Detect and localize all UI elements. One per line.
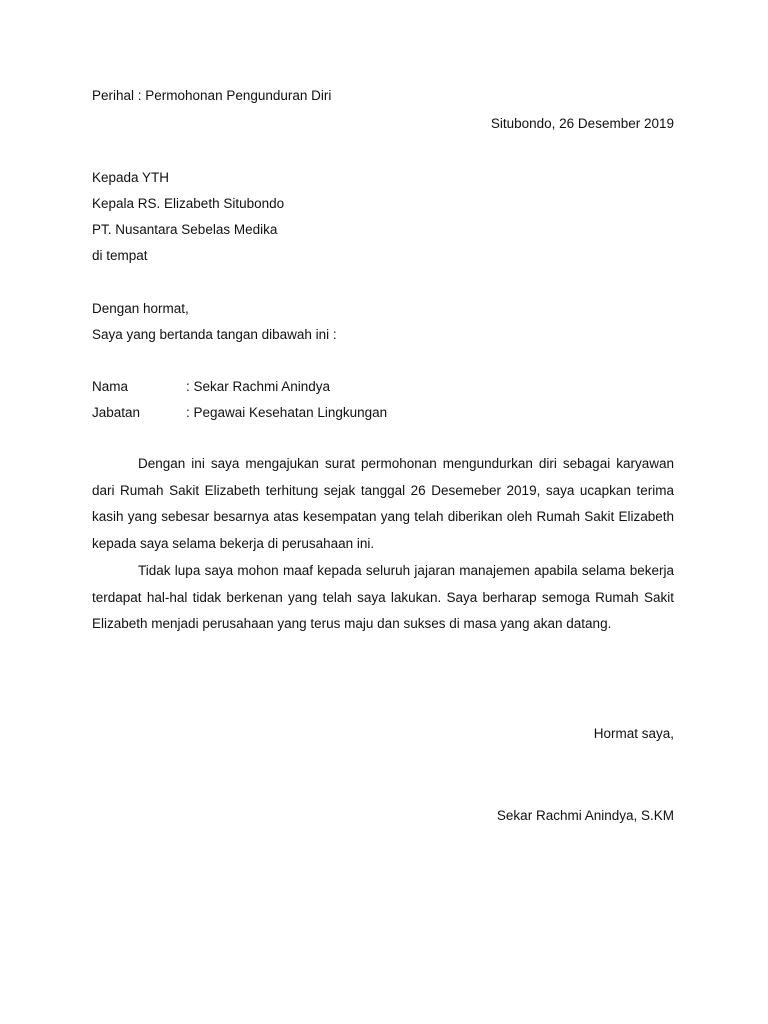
body-paragraph-2-text: Tidak lupa saya mohon maaf kepada seluruh jajaran manajemen apabila selama bekerja terdapat hal-hal tidak berkenan yang telah saya lakukan. Saya berharap semoga Rumah Sakit Elizabeth menjadi perusahaan yang terus maju dan sukses di masa yang akan datang.	[92, 563, 674, 631]
body-paragraph-1-text: Dengan ini saya mengajukan surat permohonan mengundurkan diri sebagai karyawan dari Rumah Sakit Elizabeth terhitung sejak tanggal 26 Desemeber 2019, saya ucapkan terima kasih yang sebesar besarnya atas kesempatan yang telah diberikan oleh Rumah Sakit Elizabeth kepada saya selama bekerja di perusahaan ini.	[92, 456, 674, 551]
recipient-line-2: Kepala RS. Elizabeth Situbondo	[92, 196, 285, 211]
recipient-line-1: Kepada YTH	[92, 170, 170, 185]
greeting: Dengan hormat,	[92, 301, 189, 316]
body-paragraph-2	[92, 558, 674, 638]
intro-line: Saya yang bertanda tangan dibawah ini :	[92, 327, 337, 342]
letter-subject: Perihal : Permohonan Pengunduran Diri	[92, 88, 332, 103]
field-label-position: Jabatan	[92, 405, 141, 420]
recipient-line-3: PT. Nusantara Sebelas Medika	[92, 222, 278, 237]
signature-name: Sekar Rachmi Anindya, S.KM	[496, 808, 674, 823]
field-value-position: : Pegawai Kesehatan Lingkungan	[186, 405, 388, 420]
closing: Hormat saya,	[593, 726, 674, 741]
field-label-name: Nama	[92, 379, 129, 394]
body-paragraph-1	[92, 451, 674, 557]
field-value-name: : Sekar Rachmi Anindya	[186, 379, 331, 394]
recipient-line-4: di tempat	[92, 248, 148, 263]
place-date: Situbondo, 26 Desember 2019	[490, 116, 674, 131]
